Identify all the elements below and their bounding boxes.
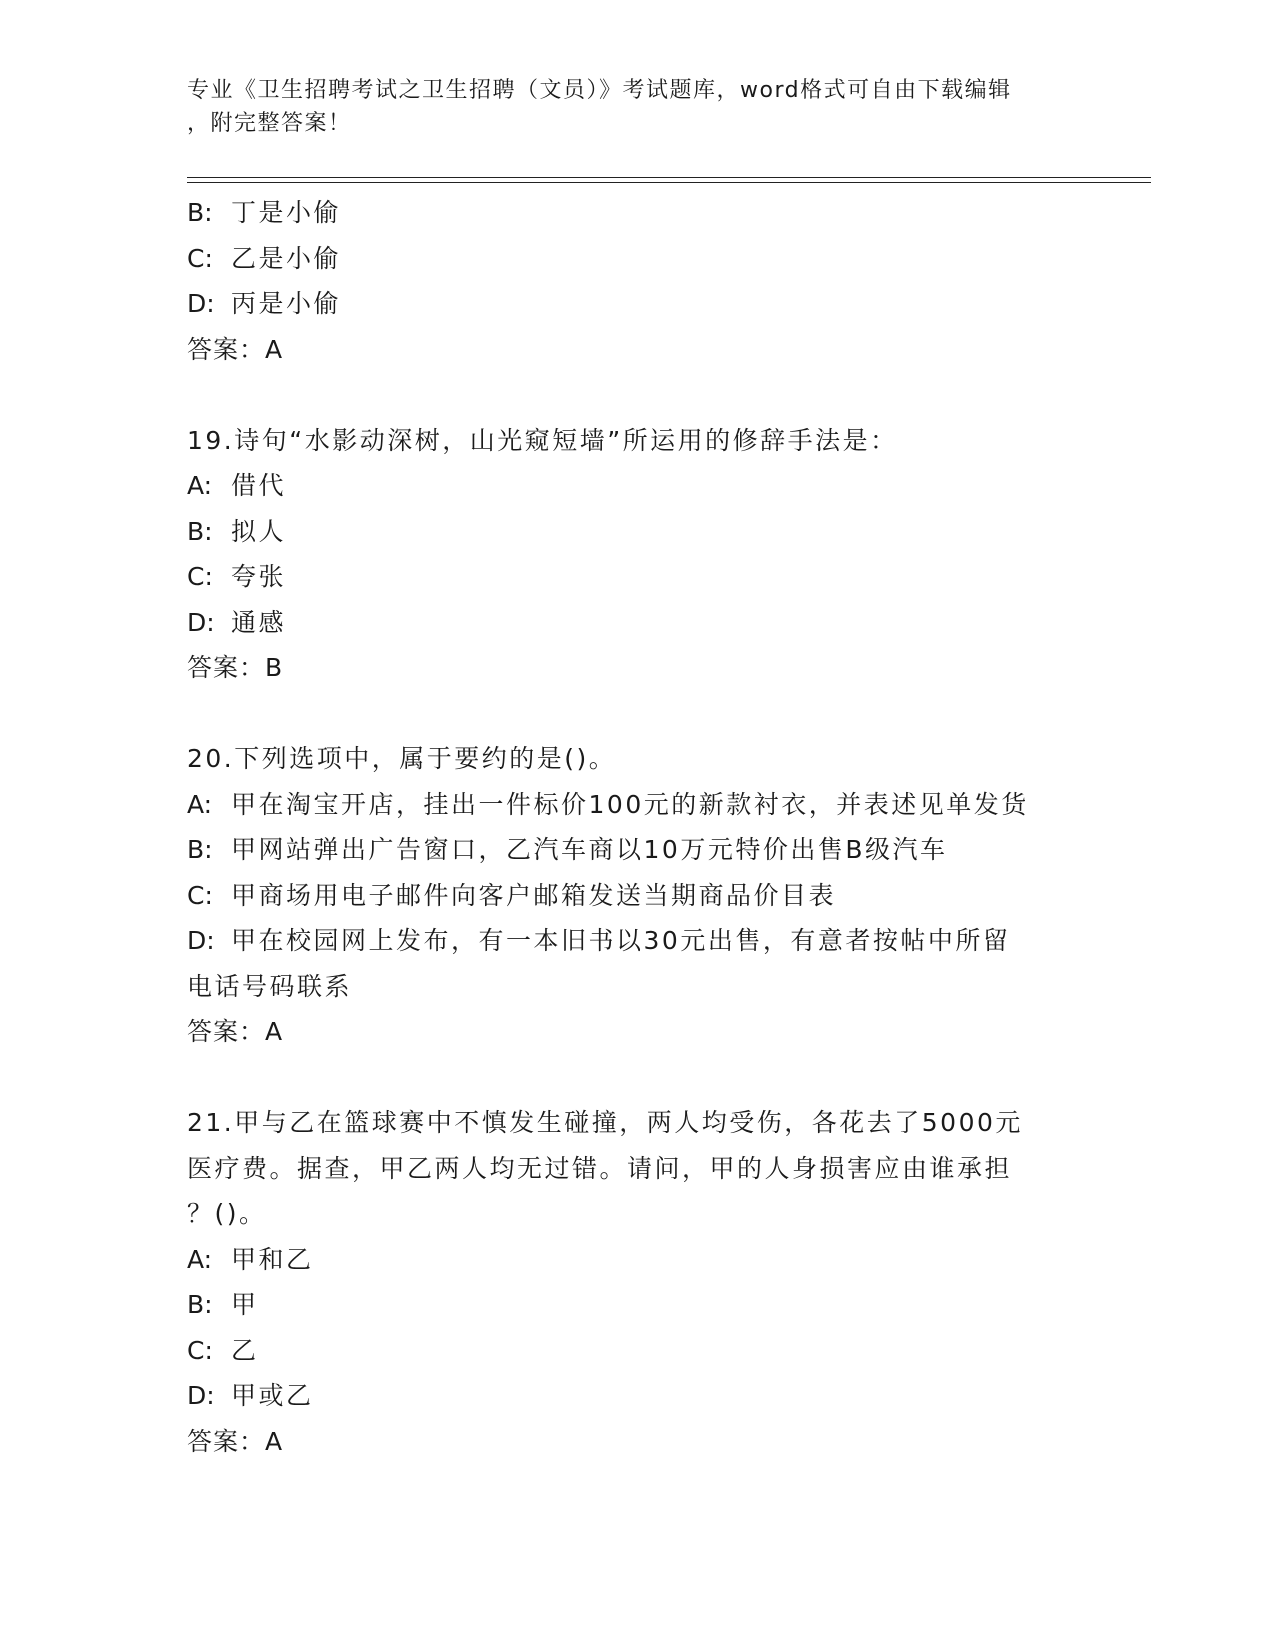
answer-line: 答案：A [187, 1426, 284, 1456]
option-text: 甲 [231, 1290, 259, 1319]
option-text: 通感 [231, 607, 287, 637]
option-key: C: [187, 562, 213, 591]
option-key: D: [187, 289, 215, 318]
answer-line: 答案：B [187, 653, 284, 682]
option-d [187, 600, 1087, 646]
question-text-line-3: ？()。 [187, 1199, 267, 1228]
option-a [187, 1237, 1087, 1283]
header-divider-top [187, 177, 1151, 178]
option-text: 甲网站弹出广告窗口，乙汽车商以10万元特价出售B级汽车 [231, 835, 948, 864]
option-key: D: [187, 926, 215, 955]
question-19 [187, 418, 1087, 691]
option-c [187, 554, 1087, 600]
option-key: D: [187, 1381, 215, 1410]
option-a [187, 463, 1087, 509]
question-text: 20.下列选项中，属于要约的是()。 [187, 744, 617, 773]
option-b [187, 509, 1087, 555]
option-text: 甲在校园网上发布，有一本旧书以30元出售，有意者按帖中所留 [231, 926, 1011, 955]
question-21 [187, 1100, 1087, 1464]
option-text: 甲商场用电子邮件向客户邮箱发送当期商品价目表 [231, 880, 837, 910]
question-text: 19.诗句“水影动深树，山光窥短墙”所运用的修辞手法是： [187, 425, 898, 455]
option-text: 拟人 [231, 516, 287, 546]
option-d [187, 1373, 1087, 1419]
option-d [187, 281, 1087, 327]
option-key: A: [187, 1244, 213, 1274]
option-text: 夸张 [231, 562, 287, 591]
spacer [187, 1055, 1087, 1101]
option-text: 甲在淘宝开店，挂出一件标价100元的新款衬衣，并表述见单发货 [231, 789, 1029, 819]
option-text: 甲或乙 [231, 1381, 314, 1410]
option-c [187, 236, 1087, 282]
option-b [187, 827, 1087, 873]
option-key: B: [187, 1290, 213, 1319]
option-text: 乙 [231, 1335, 259, 1365]
option-text: 借代 [231, 471, 287, 500]
option-text: 乙是小偷 [231, 243, 342, 273]
option-key: A: [187, 789, 213, 819]
question-20 [187, 736, 1087, 1055]
option-text: 丙是小偷 [231, 289, 342, 318]
option-key: D: [187, 607, 215, 637]
header-line-2: ，附完整答案！ [187, 111, 352, 136]
option-c [187, 873, 1087, 919]
option-key: B: [187, 198, 213, 227]
answer-line: 答案：A [187, 1017, 284, 1046]
option-a [187, 782, 1087, 828]
option-key: A: [187, 471, 213, 500]
question-text-line-1: 21.甲与乙在篮球赛中不慎发生碰撞，两人均受伤，各花去了5000元 [187, 1108, 1023, 1137]
option-d-continuation: 电话号码联系 [187, 971, 353, 1001]
question-list [187, 190, 1087, 1464]
spacer [187, 372, 1087, 418]
option-b [187, 190, 1087, 236]
option-key: C: [187, 243, 213, 273]
option-key: B: [187, 835, 213, 864]
spacer [187, 691, 1087, 737]
document-header [187, 74, 1067, 140]
option-key: C: [187, 880, 213, 910]
option-d [187, 918, 1087, 964]
answer-line: 答案：A [187, 334, 284, 364]
option-c [187, 1328, 1087, 1374]
question-text-line-2: 医疗费。据查，甲乙两人均无过错。请问，甲的人身损害应由谁承担 [187, 1153, 1013, 1183]
option-key: C: [187, 1335, 213, 1365]
option-text: 丁是小偷 [231, 198, 342, 227]
header-divider-bottom [187, 182, 1151, 183]
option-key: B: [187, 516, 213, 546]
option-b [187, 1282, 1087, 1328]
option-text: 甲和乙 [231, 1244, 314, 1274]
question-18-tail [187, 190, 1087, 372]
header-line-1: 专业《卫生招聘考试之卫生招聘（文员）》考试题库，word格式可自由下载编辑 [187, 78, 1012, 103]
